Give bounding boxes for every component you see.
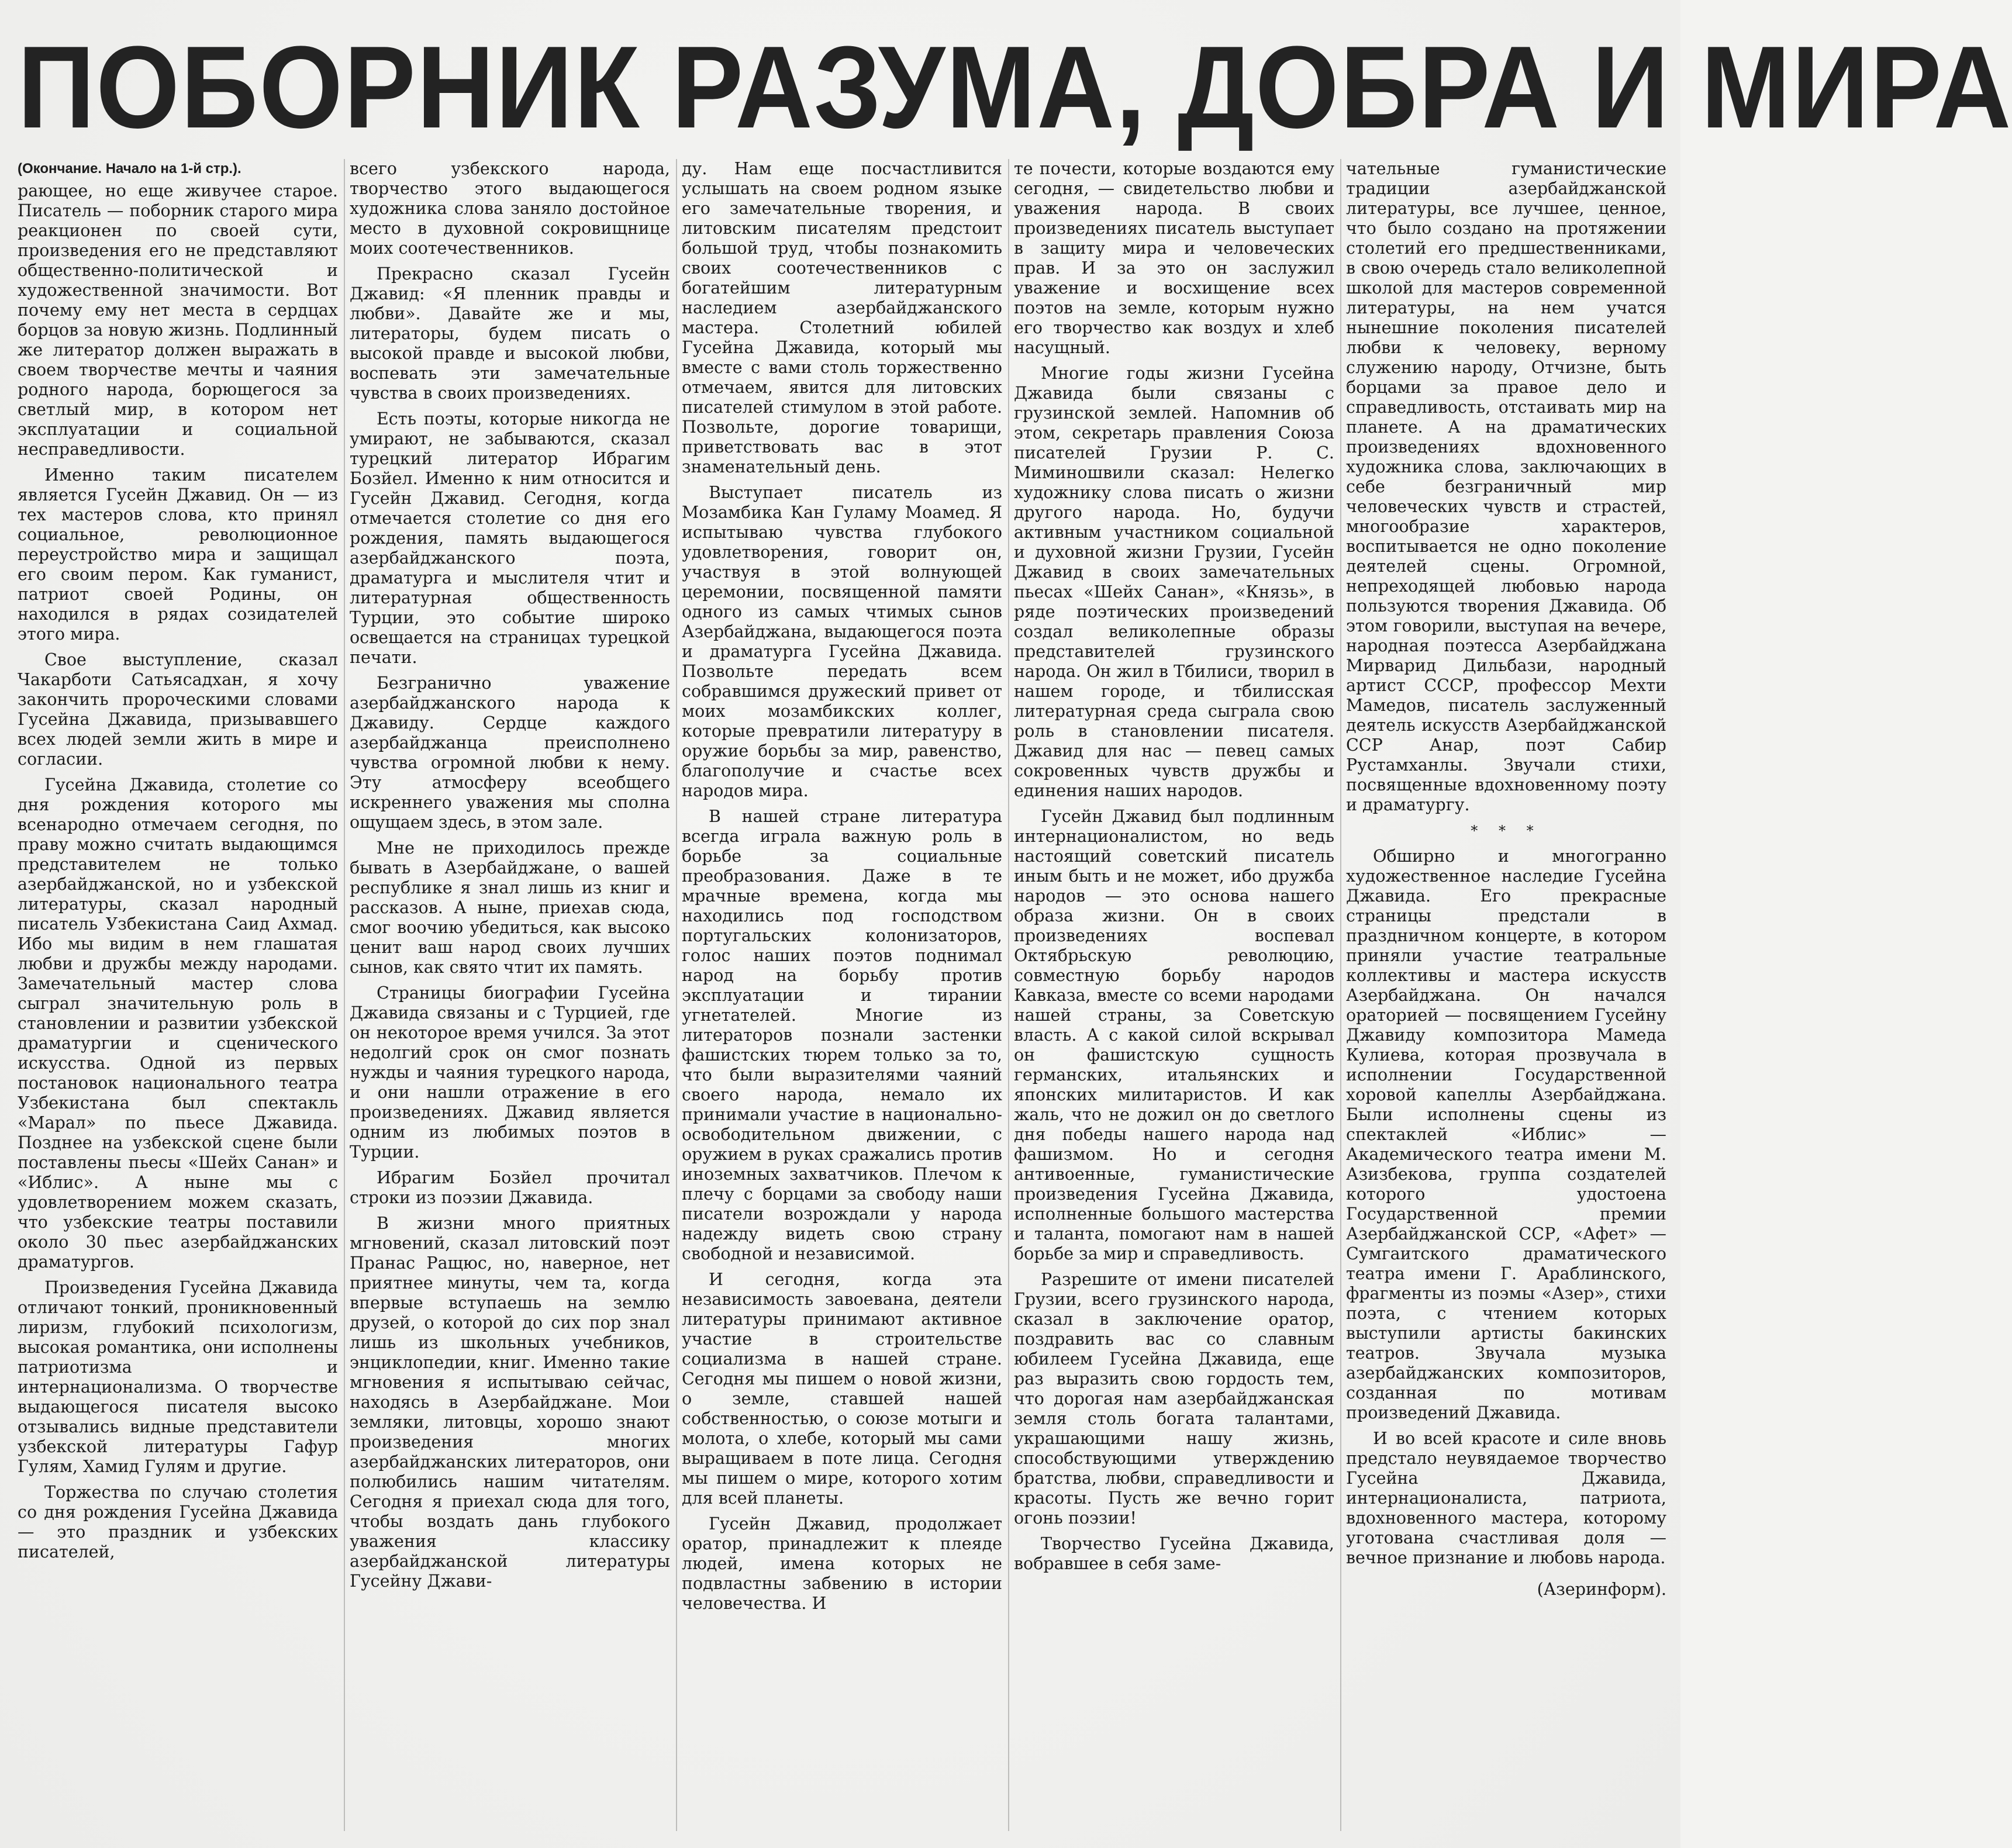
paragraph: Безгранично уважение азербайджанского народа к Джавиду. Сердце каждого азербайджанца преисполнено чувства огромной любви к нему. Эту атмосферу всеобщего искреннего уважения мы сполна ощущаем здесь, в этом зале. xyxy=(350,673,670,832)
column-4 xyxy=(1014,159,1334,1837)
paragraph: Прекрасно сказал Гусейн Джавид: «Я пленник правды и любви». Давайте же и мы, литераторы, будем писать о высокой правде и высокой любви, воспевать эти замечательные чувства в своих произведениях. xyxy=(350,264,670,403)
paragraph: В нашей стране литература всегда играла важную роль в борьбе за социальные преобразования. Даже в те мрачные времена, когда мы находились под господством португальских колонизаторов, голос наших поэтов поднимал народ на борьбу против эксплуатации и тирании угнетателей. Многие из литераторов познали застенки фашистских тюрем только за то, что были выразителями чаяний своего народа, немало их принимали участие в национально-освободительном движении, с оружием в руках сражались против иноземных захватчиков. Плечом к плечу с борцами за свободу наши писатели возрождали у народа надежду видеть свою страну свободной и независимой. xyxy=(682,807,1002,1263)
paragraph: В жизни много приятных мгновений, сказал литовский поэт Пранас Ращюс, но, наверное, нет приятнее минуты, чем та, когда впервые вступаешь на землю друзей, о которой до сих пор знал лишь из школьных учебников, энциклопедии, книг. Именно такие мгновения я испытываю сейчас, находясь в Азербайджане. Мои земляки, литовцы, хорошо знают произведения многих азербайджанских литераторов, они полюбились нашим читателям. Сегодня я приехал сюда для того, чтобы воздать дань глубокого уважения классику азербайджанской литературы Гусейну Джави- xyxy=(350,1214,670,1591)
article-columns xyxy=(18,159,1666,1843)
paragraph: И сегодня, когда эта независимость завоевана, деятели литературы принимают активное участие в строительстве социализма в нашей стране. Сегодня мы пишем о новой жизни, о земле, ставшей нашей собственностью, о союзе мотыги и молота, о хлебе, который мы сами выращиваем в поте лица. Сегодня мы пишем о мире, которого хотим для всей планеты. xyxy=(682,1270,1002,1508)
column-1 xyxy=(18,159,338,1837)
section-separator: * * * xyxy=(1471,823,1542,839)
headline: ПОБОРНИК РАЗУМА, ДОБРА И МИРА xyxy=(18,22,2012,153)
column-divider xyxy=(1340,159,1341,1831)
column-5 xyxy=(1346,159,1666,1837)
source-signature: (Азеринформ). xyxy=(1537,1580,1666,1599)
paragraph: Многие годы жизни Гусейна Джавида были связаны с грузинской землей. Напомнив об этом, секретарь правления Союза писателей Грузии Р. С. Миминошвили сказал: Нелегко художнику слова писать о жизни другого народа. Но, будучи активным участником социальной и духовной жизни Грузии, Гусейн Джавид в своих замечательных пьесах «Шейх Санан», «Князь», в ряде поэтических произведений создал великолепные образы представителей грузинского народа. Он жил в Тбилиси, творил в нашем городе, и тбилисская литературная среда сыграла свою роль в становлении писателя. Джавид для нас — певец самых сокровенных чувств дружбы и единения наших народов. xyxy=(1014,364,1334,800)
paragraph: ду. Нам еще посчастливится услышать на своем родном языке его замечательные творения, и литовским писателям предстоит большой труд, чтобы познакомить своих соотечественников с богатейшим литературным наследием азербайджанского мастера. Столетний юбилей Гусейна Джавида, который мы вместе с вами столь торжественно отмечаем, явится для литовских писателей стимулом в этой работе. Позвольте, дорогие товарищи, приветствовать вас в этот знаменательный день. xyxy=(682,159,1002,476)
paragraph: Гусейн Джавид был подлинным интернационалистом, но ведь настоящий советский писатель иным быть и не может, ибо дружба народов — это основа нашего образа жизни. Он в своих произведениях воспевал Октябрьскую революцию, совместную борьбу народов Кавказа, вместе со всеми народами нашей страны, за Советскую власть. А с какой силой вскрывал он фашистскую сущность германских, итальянских и японских милитаристов. И как жаль, что не дожил он до светлого дня победы нашего народа над фашизмом. Но и сегодня антивоенные, гуманистические произведения Гусейна Джавида, исполненные большого мастерства и таланта, помогают нам в нашей борьбе за мир и справедливость. xyxy=(1014,807,1334,1263)
paragraph: Обширно и многогранно художественное наследие Гусейна Джавида. Его прекрасные страницы предстали в праздничном концерте, в котором приняли участие театральные коллективы и мастера искусств Азербайджана. Он начался ораторией — посвящением Гусейну Джавиду композитора Мамеда Кулиева, которая прозвучала в исполнении Государственной хоровой капеллы Азербайджана. Были исполнены сцены из спектаклей «Иблис» — Академического театра имени М. Азизбекова, группа создателей которого удостоена Государственной премии Азербайджанской ССР, «Афет» — Сумгаитского драматического театра имени Г. Араблинского, фрагменты из поэмы «Азер», стихи поэта, с чтением которых выступили артисты бакинских театров. Звучала музыка азербайджанских композиторов, созданная по мотивам произведений Джавида. xyxy=(1346,847,1666,1422)
paragraph: Творчество Гусейна Джавида, вобравшее в себя заме- xyxy=(1014,1534,1334,1573)
column-divider xyxy=(1008,159,1009,1831)
paragraph: И во всей красоте и силе вновь предстало неувядаемое творчество Гусейна Джавида, интернационалиста, патриота, вдохновенного мастера, которому уготована счастливая доля — вечное признание и любовь народа. xyxy=(1346,1429,1666,1567)
paragraph: те почести, которые воздаются ему сегодня, — свидетельство любви и уважения народа. В своих произведениях писатель выступает в защиту мира и человеческих прав. И за это он заслужил уважение и восхищение всех поэтов на земле, которым нужно его творчество как воздух и хлеб насущный. xyxy=(1014,159,1334,357)
paragraph: Именно таким писателем является Гусейн Джавид. Он — из тех мастеров слова, кто принял социальное, революционное переустройство мира и защищал его своим пером. Как гуманист, патриот своей Родины, он находился в рядах созидателей этого мира. xyxy=(18,465,338,644)
paragraph: Произведения Гусейна Джавида отличают тонкий, проникновенный лиризм, глубокий психологизм, высокая романтика, они исполнены патриотизма и интернационализма. О творчестве выдающегося писателя высоко отзывались видные представители узбекской литературы Гафур Гулям, Хамид Гулям и другие. xyxy=(18,1278,338,1476)
paragraph: чательные гуманистические традиции азербайджанской литературы, все лучшее, ценное, что было создано на протяжении столетий его предшественниками, в свою очередь стало великолепной школой для мастеров современной литературы, на нем учатся нынешние поколения писателей любви к человеку, верному служению народу, Отчизне, быть борцами за правое дело и справедливость, отстаивать мир на планете. А на драматических произведениях вдохновенного художника слова, заключающих в себе безграничный мир человеческих чувств и страстей, многообразие характеров, воспитывается не одно поколение деятелей сцены. Огромной, непреходящей любовью народа пользуются творения Джавида. Об этом говорили, выступая на вечере, народная поэтесса Азербайджана Мирварид Дильбази, народный артист СССР, профессор Мехти Мамедов, писатель заслуженный деятель искусств Азербайджанской ССР Анар, поэт Сабир Рустамханлы. Звучали стихи, посвященные вдохновенному поэту и драматургу. xyxy=(1346,159,1666,814)
paragraph: Гусейна Джавида, столетие со дня рождения которого мы всенародно отмечаем сегодня, по праву можно считать выдающимся представителем не только азербайджанской, но и узбекской литературы, сказал народный писатель Узбекистана Саид Ахмад. Ибо мы видим в нем глашатая любви и дружбы между народами. Замечательный мастер слова сыграл значительную роль в становлении и развитии узбекской драматургии и сценического искусства. Одной из первых постановок национального театра Узбекистана был спектакль «Марал» по пьесе Джавида. Позднее на узбекской сцене были поставлены пьесы «Шейх Санан» и «Иблис». А ныне мы с удовлетворением можем сказать, что узбекские театры поставили около 30 пьес азербайджанских драматургов. xyxy=(18,775,338,1272)
column-divider xyxy=(676,159,677,1831)
paragraph: рающее, но еще живучее старое. Писатель — поборник старого мира реакционен по своей сути, произведения его не представляют общественно-политической и художественной значимости. Вот почему ему нет места в сердцах борцов за новую жизнь. Подлинный же литератор должен выражать в своем творчестве мечты и чаяния родного народа, борющегося за светлый мир, в котором нет эксплуатации и социальной несправедливости. xyxy=(18,181,338,459)
paragraph: всего узбекского народа, творчество этого выдающегося художника слова заняло достойное место в духовной сокровищнице моих соотечественников. xyxy=(350,159,670,258)
paragraph: Страницы биографии Гусейна Джавида связаны и с Турцией, где он некоторое время учился. За этот недолгий срок он смог познать нужды и чаяния турецкого народа, и они нашли отражение в его произведениях. Джавид является одним из любимых поэтов в Турции. xyxy=(350,983,670,1162)
paragraph: Свое выступление, сказал Чакарботи Сатьясадхан, я хочу закончить пророческими словами Гусейна Джавида, призывавшего всех людей земли жить в мире и согласии. xyxy=(18,650,338,769)
paragraph: Ибрагим Бозйел прочитал строки из поэзии Джавида. xyxy=(350,1168,670,1207)
paragraph: Гусейн Джавид, продолжает оратор, принадлежит к плеяде людей, имена которых не подвластны забвению в истории человечества. И xyxy=(682,1514,1002,1613)
paragraph: Разрешите от имени писателей Грузии, всего грузинского народа, сказал в заключение оратор, поздравить вас со славным юбилеем Гусейна Джавида, еще раз выразить свою гордость тем, что дорогая нам азербайджанская земля столь богата талантами, украшающими нашу жизнь, способствующими утверждению братства, любви, справедливости и красоты. Пусть же вечно горит огонь поэзии! xyxy=(1014,1270,1334,1528)
paragraph: Выступает писатель из Мозамбика Кан Гуламу Моамед. Я испытываю чувства глубокого удовлетворения, говорит он, участвуя в этой волнующей церемонии, посвященной памяти одного из самых чтимых сынов Азербайджана, выдающегося поэта и драматурга Гусейна Джавида. Позвольте передать всем собравшимся дружеский привет от моих мозамбикских коллег, которые превратили литературу в оружие борьбы за мир, равенство, благополучие и счастье всех народов мира. xyxy=(682,483,1002,800)
paragraph: Есть поэты, которые никогда не умирают, не забываются, сказал турецкий литератор Ибрагим Бозйел. Именно к ним относится и Гусейн Джавид. Сегодня, когда отмечается столетие со дня его рождения, память выдающегося азербайджанского поэта, драматурга и мыслителя чтит и литературная общественность Турции, это событие широко освещается на страницах турецкой печати. xyxy=(350,409,670,667)
column-2 xyxy=(350,159,670,1837)
column-divider xyxy=(344,159,345,1831)
paragraph: Торжества по случаю столетия со дня рождения Гусейна Джавида — это праздник и узбекских писателей, xyxy=(18,1483,338,1562)
column-3 xyxy=(682,159,1002,1837)
continuation-note: (Окончание. Начало на 1-й стр.). xyxy=(18,161,241,177)
paragraph: Мне не приходилось прежде бывать в Азербайджане, о вашей республике я знал лишь из книг и рассказов. А ныне, приехав сюда, смог воочию убедиться, как высоко ценит ваш народ своих лучших сынов, как свято чтит их память. xyxy=(350,838,670,977)
